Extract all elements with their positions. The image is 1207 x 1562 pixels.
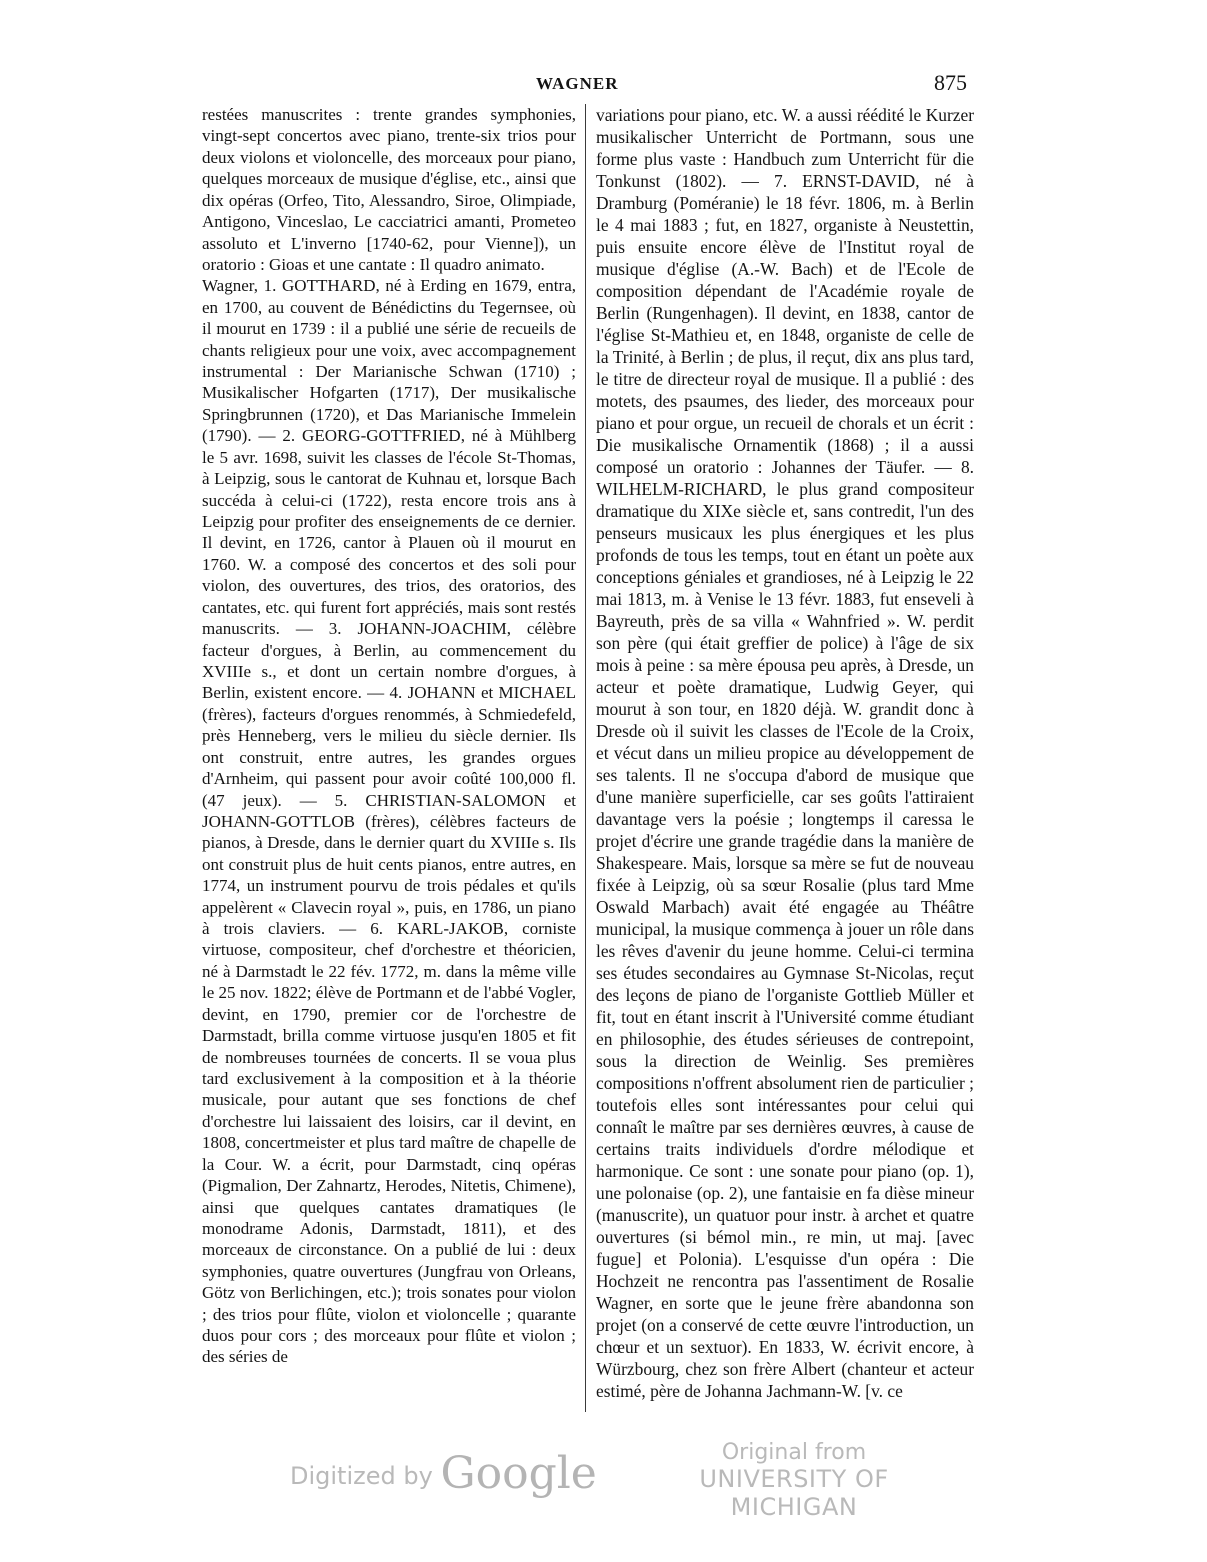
digitized-prefix: Digitized by	[290, 1462, 433, 1490]
paragraph-continuation: restées manuscrites : trente grandes symphonies, vingt-sept concertos avec piano, trente-six trios pour deux violons et violoncelle, des morceaux pour piano, quelques morceaux de musique d'église, etc., ainsi que dix opéras (Orfeo, Tito, Alessandro, Siroe, Olimpiade, Antigono, Vinceslao, Le cacciatrici amanti, Prometeo assoluto et L'inverno [1740-62, pour Vienne]), un oratorio : Gioas et une cantate : Il quadro animato.	[202, 105, 576, 274]
university-label: UNIVERSITY OF MICHIGAN	[699, 1465, 889, 1521]
right-column	[596, 104, 974, 1402]
running-head: WAGNER	[536, 74, 619, 93]
digitized-by-watermark	[290, 1448, 597, 1499]
paragraph-wagner-entry: Wagner, 1. GOTTHARD, né à Erding en 1679, entra, en 1700, au couvent de Bénédictins du Tegernsee, où il mourut en 1739 : il a publié une série de recueils de chants religieux pour une voix, avec accompagnement instrumental : Der Marianische Schwan (1710) ; Musikalischer Hofgarten (1717), Der musikalische Springbrunnen (1720), et Das Marianische Immelein (1790). — 2. GEORG-GOTTFRIED, né à Mühlberg le 5 avr. 1698, suivit les classes de l'école St-Thomas, à Leipzig, sous le cantorat de Kuhnau et, lorsque Bach succéda à celui-ci (1722), resta encore trois ans à Leipzig pour profiter des enseignements de ce dernier. Il devint, en 1726, cantor à Plauen où il mourut en 1760. W. a composé des concertos et des soli pour violon, des ouvertures, des trios, des oratorios, des cantates, etc. qui furent fort appréciés, mais sont restés manuscrits. — 3. JOHANN-JOACHIM, célèbre facteur d'orgues, à Berlin, au commencement du XVIIIe s., et dont un certain nombre d'orgues, à Berlin, existent encore. — 4. JOHANN et MICHAEL (frères), facteurs d'orgues renommés, à Schmiedefeld, près Henneberg, vers le milieu du siècle dernier. Ils ont construit, entre autres, les grandes orgues d'Arnheim, qui passent pour avoir coûté 100,000 fl. (47 jeux). — 5. CHRISTIAN-SALOMON et JOHANN-GOTTLOB (frères), célèbres facteurs de pianos, à Dresde, dans le dernier quart du XVIIIe s. Ils ont construit plus de huit cents pianos, entre autres, en 1774, un instrument pourvu de trois pédales et qu'ils appelèrent « Clavecin royal », puis, en 1786, un piano à trois claviers. — 6. KARL-JAKOB, corniste virtuose, compositeur, chef d'orchestre et théoricien, né à Darmstadt le 22 fév. 1772, m. dans la même ville le 25 nov. 1822; élève de Portmann et de l'abbé Vogler, devint, en 1790, premier cor de l'orchestre de Darmstadt, brilla comme virtuose jusqu'en 1805 et fit de nombreuses tournées de concerts. Il se voua plus tard exclusivement à la composition et à la théorie musicale, pour autant que ses fonctions de chef d'orchestre lui laissaient des loisirs, car il devint, en 1808, concertmeister et plus tard maître de chapelle de la Cour. W. a écrit, pour Darmstadt, cinq opéras (Pigmalion, Der Zahnartz, Herodes, Nitetis, Chimene), ainsi que quelques cantates dramatiques (le monodrame Adonis, Darmstadt, 1811), et des morceaux de circonstance. On a publié de lui : deux symphonies, quatre ouvertures (Jungfrau von Orleans, Götz von Berlichingen, etc.); trois sonates pour violon ; des trios pour flûte, violon et violoncelle ; quarante duos pour cors ; des morceaux pour flûte et violon ; des séries de	[202, 276, 576, 1367]
page-number: 875	[934, 70, 967, 95]
original-from-watermark	[668, 1440, 920, 1521]
paragraph-right-continuation: variations pour piano, etc. W. a aussi réédité le Kurzer musikalischer Unterricht de Portmann, sous une forme plus vaste : Handbuch zum Unterricht für die Tonkunst (1802). — 7. ERNST-DAVID, né à Dramburg (Poméranie) le 18 févr. 1806, m. à Berlin le 4 mai 1883 ; fut, en 1827, organiste à Neustettin, puis ensuite encore élève de l'Institut royal de musique d'église (A.-W. Bach) et de l'Ecole de composition dépendant de l'Académie royale de Berlin (Rungenhagen). Il devint, en 1838, cantor de l'église St-Mathieu et, en 1848, organiste de celle de la Trinité, à Berlin ; de plus, il reçut, dix ans plus tard, le titre de directeur royal de musique. Il a publié : des motets, des psaumes, des lieder, des morceaux pour piano et pour orgue, un recueil de chorals et un écrit : Die musikalische Ornamentik (1868) ; il a aussi composé un oratorio : Johannes der Täufer. — 8. WILHELM-RICHARD, le plus grand compositeur dramatique du XIXe siècle et, sans contredit, l'un des penseurs musicaux les plus énergiques et les plus profonds de tous les temps, tout en étant un poète aux conceptions géniales et grandioses, né à Leipzig le 22 mai 1813, m. à Venise le 13 févr. 1883, fut enseveli à Bayreuth, près de sa villa « Wahnfried ». W. perdit son père (qui était greffier de police) à l'âge de six mois à peine : sa mère épousa peu après, à Dresde, un acteur et poète dramatique, Ludwig Geyer, qui mourut à son tour, en 1820 déjà. W. grandit donc à Dresde où il suivit les classes de l'Ecole de la Croix, et vécut dans un milieu propice au développement de ses talents. Il ne s'occupa d'abord de musique que d'une manière superficielle, car ses goûts l'attiraient davantage vers la poésie ; longtemps il caressa le projet d'écrire une grande tragédie dans la manière de Shakespeare. Mais, lorsque sa mère se fut de nouveau fixée à Leipzig, où sa sœur Rosalie (plus tard Mme Oswald Marbach) avait été engagée au Théâtre municipal, la musique commença à jouer un rôle dans les rêves d'avenir du jeune homme. Celui-ci termina ses études secondaires au Gymnase St-Nicolas, reçut des leçons de piano de l'organiste Gottlieb Müller et fit, tout en étant inscrit à l'Université comme étudiant en philosophie, des études sérieuses de contrepoint, sous la direction de Weinlig. Ses premières compositions n'offrent absolument rien de particulier ; toutefois elles sont intéressantes pour celui qui connaît le maître par ses dernières œuvres, à cause de certains traits individuels d'ordre mélodique et harmonique. Ce sont : une sonate pour piano (op. 1), une polonaise (op. 2), une fantaisie en fa dièse mineur (manuscrite), un quatuor pour instr. à archet et quatre ouvertures (si bémol min., re min, ut maj. [avec fugue] et Polonia). L'esquisse d'un opéra : Die Hochzeit ne rencontra pas l'assentiment de Rosalie Wagner, en sorte que le jeune frère abandonna son projet (on a conservé de cette œuvre l'introduction, un chœur et un sextuor). En 1833, W. écrivit encore, à Würzbourg, chez son frère Albert (chanteur et acteur estimé, père de Johanna Jachmann-W. [v. ce	[596, 105, 974, 1401]
google-logo: Google	[440, 1448, 597, 1499]
original-from-label: Original from	[721, 1440, 867, 1465]
scan-footer	[0, 1438, 1207, 1521]
left-column	[202, 104, 576, 1368]
column-divider	[585, 104, 586, 1412]
